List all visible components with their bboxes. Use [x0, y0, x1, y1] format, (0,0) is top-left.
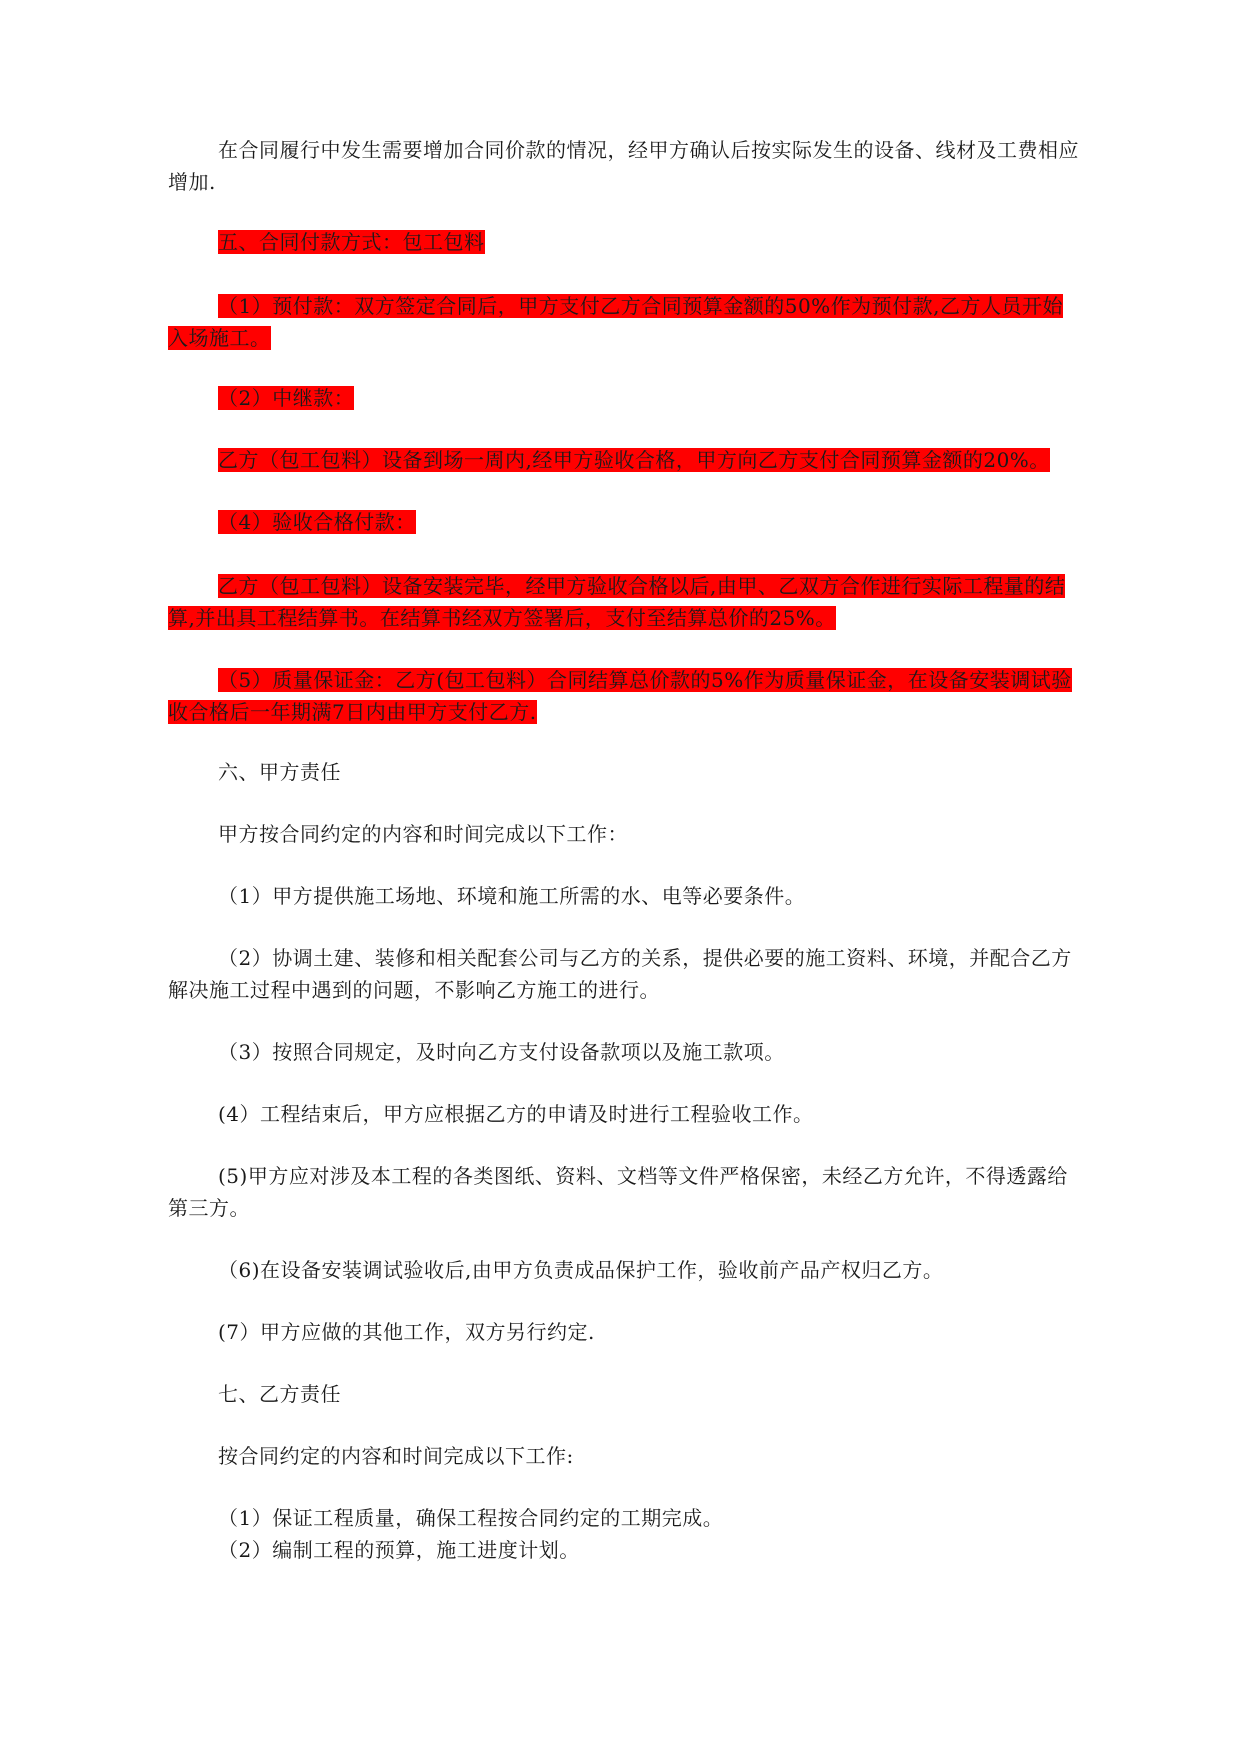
highlighted-text: （2）中继款： [218, 386, 355, 410]
paragraph-party-a-item-6 [168, 1254, 1083, 1286]
paragraph-text: （2）编制工程的预算，施工进度计划。 [218, 1538, 580, 1562]
paragraph-text: (4）工程结束后，甲方应根据乙方的申请及时进行工程验收工作。 [218, 1102, 814, 1126]
paragraph-text: 六、甲方责任 [218, 760, 341, 784]
paragraph-text: (7）甲方应做的其他工作，双方另行约定. [218, 1320, 595, 1344]
heading-party-b-duties [168, 1378, 1083, 1410]
highlighted-text: 五、合同付款方式：包工包料 [218, 230, 485, 254]
highlighted-text: （4）验收合格付款： [218, 510, 416, 534]
paragraph-party-a-item-7 [168, 1316, 1083, 1348]
paragraph-party-b-intro [168, 1440, 1083, 1472]
paragraph-text: （6)在设备安装调试验收后,由甲方负责成品保护工作，验收前产品产权归乙方。 [218, 1258, 944, 1282]
paragraph-party-b-item-2 [168, 1534, 1083, 1566]
paragraph-party-a-item-3 [168, 1036, 1083, 1068]
paragraph-text: (5)甲方应对涉及本工程的各类图纸、资料、文档等文件严格保密，未经乙方允许，不得透露给第三方。 [168, 1164, 1068, 1220]
paragraph-acceptance-payment [168, 570, 1083, 634]
highlighted-text: （1）预付款：双方签定合同后，甲方支付乙方合同预算金额的50%作为预付款,乙方人员开始入场施工。 [168, 294, 1064, 350]
paragraph-text: 在合同履行中发生需要增加合同价款的情况，经甲方确认后按实际发生的设备、线材及工费相应增加. [168, 138, 1079, 194]
heading-party-a-duties [168, 756, 1083, 788]
paragraph-advance-payment [168, 290, 1083, 354]
paragraph-party-a-item-4 [168, 1098, 1083, 1130]
paragraph-party-a-item-5 [168, 1160, 1083, 1224]
paragraph-party-b-item-1 [168, 1502, 1083, 1534]
paragraph-party-a-intro [168, 818, 1083, 850]
highlighted-text: （5）质量保证金：乙方(包工包料）合同结算总价款的5%作为质量保证金，在设备安装调试验收合格后一年期满7日内由甲方支付乙方. [168, 668, 1072, 724]
paragraph-text: 按合同约定的内容和时间完成以下工作: [218, 1444, 574, 1468]
paragraph-interim-payment-label [168, 382, 1083, 414]
paragraph-text: （1）甲方提供施工场地、环境和施工所需的水、电等必要条件。 [218, 884, 806, 908]
paragraph-text: （2）协调土建、装修和相关配套公司与乙方的关系，提供必要的施工资料、环境，并配合乙方解决施工过程中遇到的问题，不影响乙方施工的进行。 [168, 946, 1072, 1002]
highlighted-text: 乙方（包工包料）设备安装完毕，经甲方验收合格以后,由甲、乙双方合作进行实际工程量的结算,并出具工程结算书。在结算书经双方签署后，支付至结算总价的25%。 [168, 574, 1066, 630]
highlighted-text: 乙方（包工包料）设备到场一周内,经甲方验收合格，甲方向乙方支付合同预算金额的20%。 [218, 448, 1050, 472]
paragraph-text: 七、乙方责任 [218, 1382, 341, 1406]
paragraph-text: （3）按照合同规定，及时向乙方支付设备款项以及施工款项。 [218, 1040, 785, 1064]
paragraph-interim-payment [168, 444, 1083, 476]
paragraph-quality-deposit [168, 664, 1083, 728]
paragraph-acceptance-payment-label [168, 506, 1083, 538]
paragraph-party-a-item-1 [168, 880, 1083, 912]
paragraph-text: （1）保证工程质量，确保工程按合同约定的工期完成。 [218, 1506, 724, 1530]
paragraph-text: 甲方按合同约定的内容和时间完成以下工作： [218, 822, 628, 846]
paragraph-party-a-item-2 [168, 942, 1083, 1006]
paragraph-price-increase [168, 134, 1083, 198]
heading-payment-method [168, 226, 1083, 258]
